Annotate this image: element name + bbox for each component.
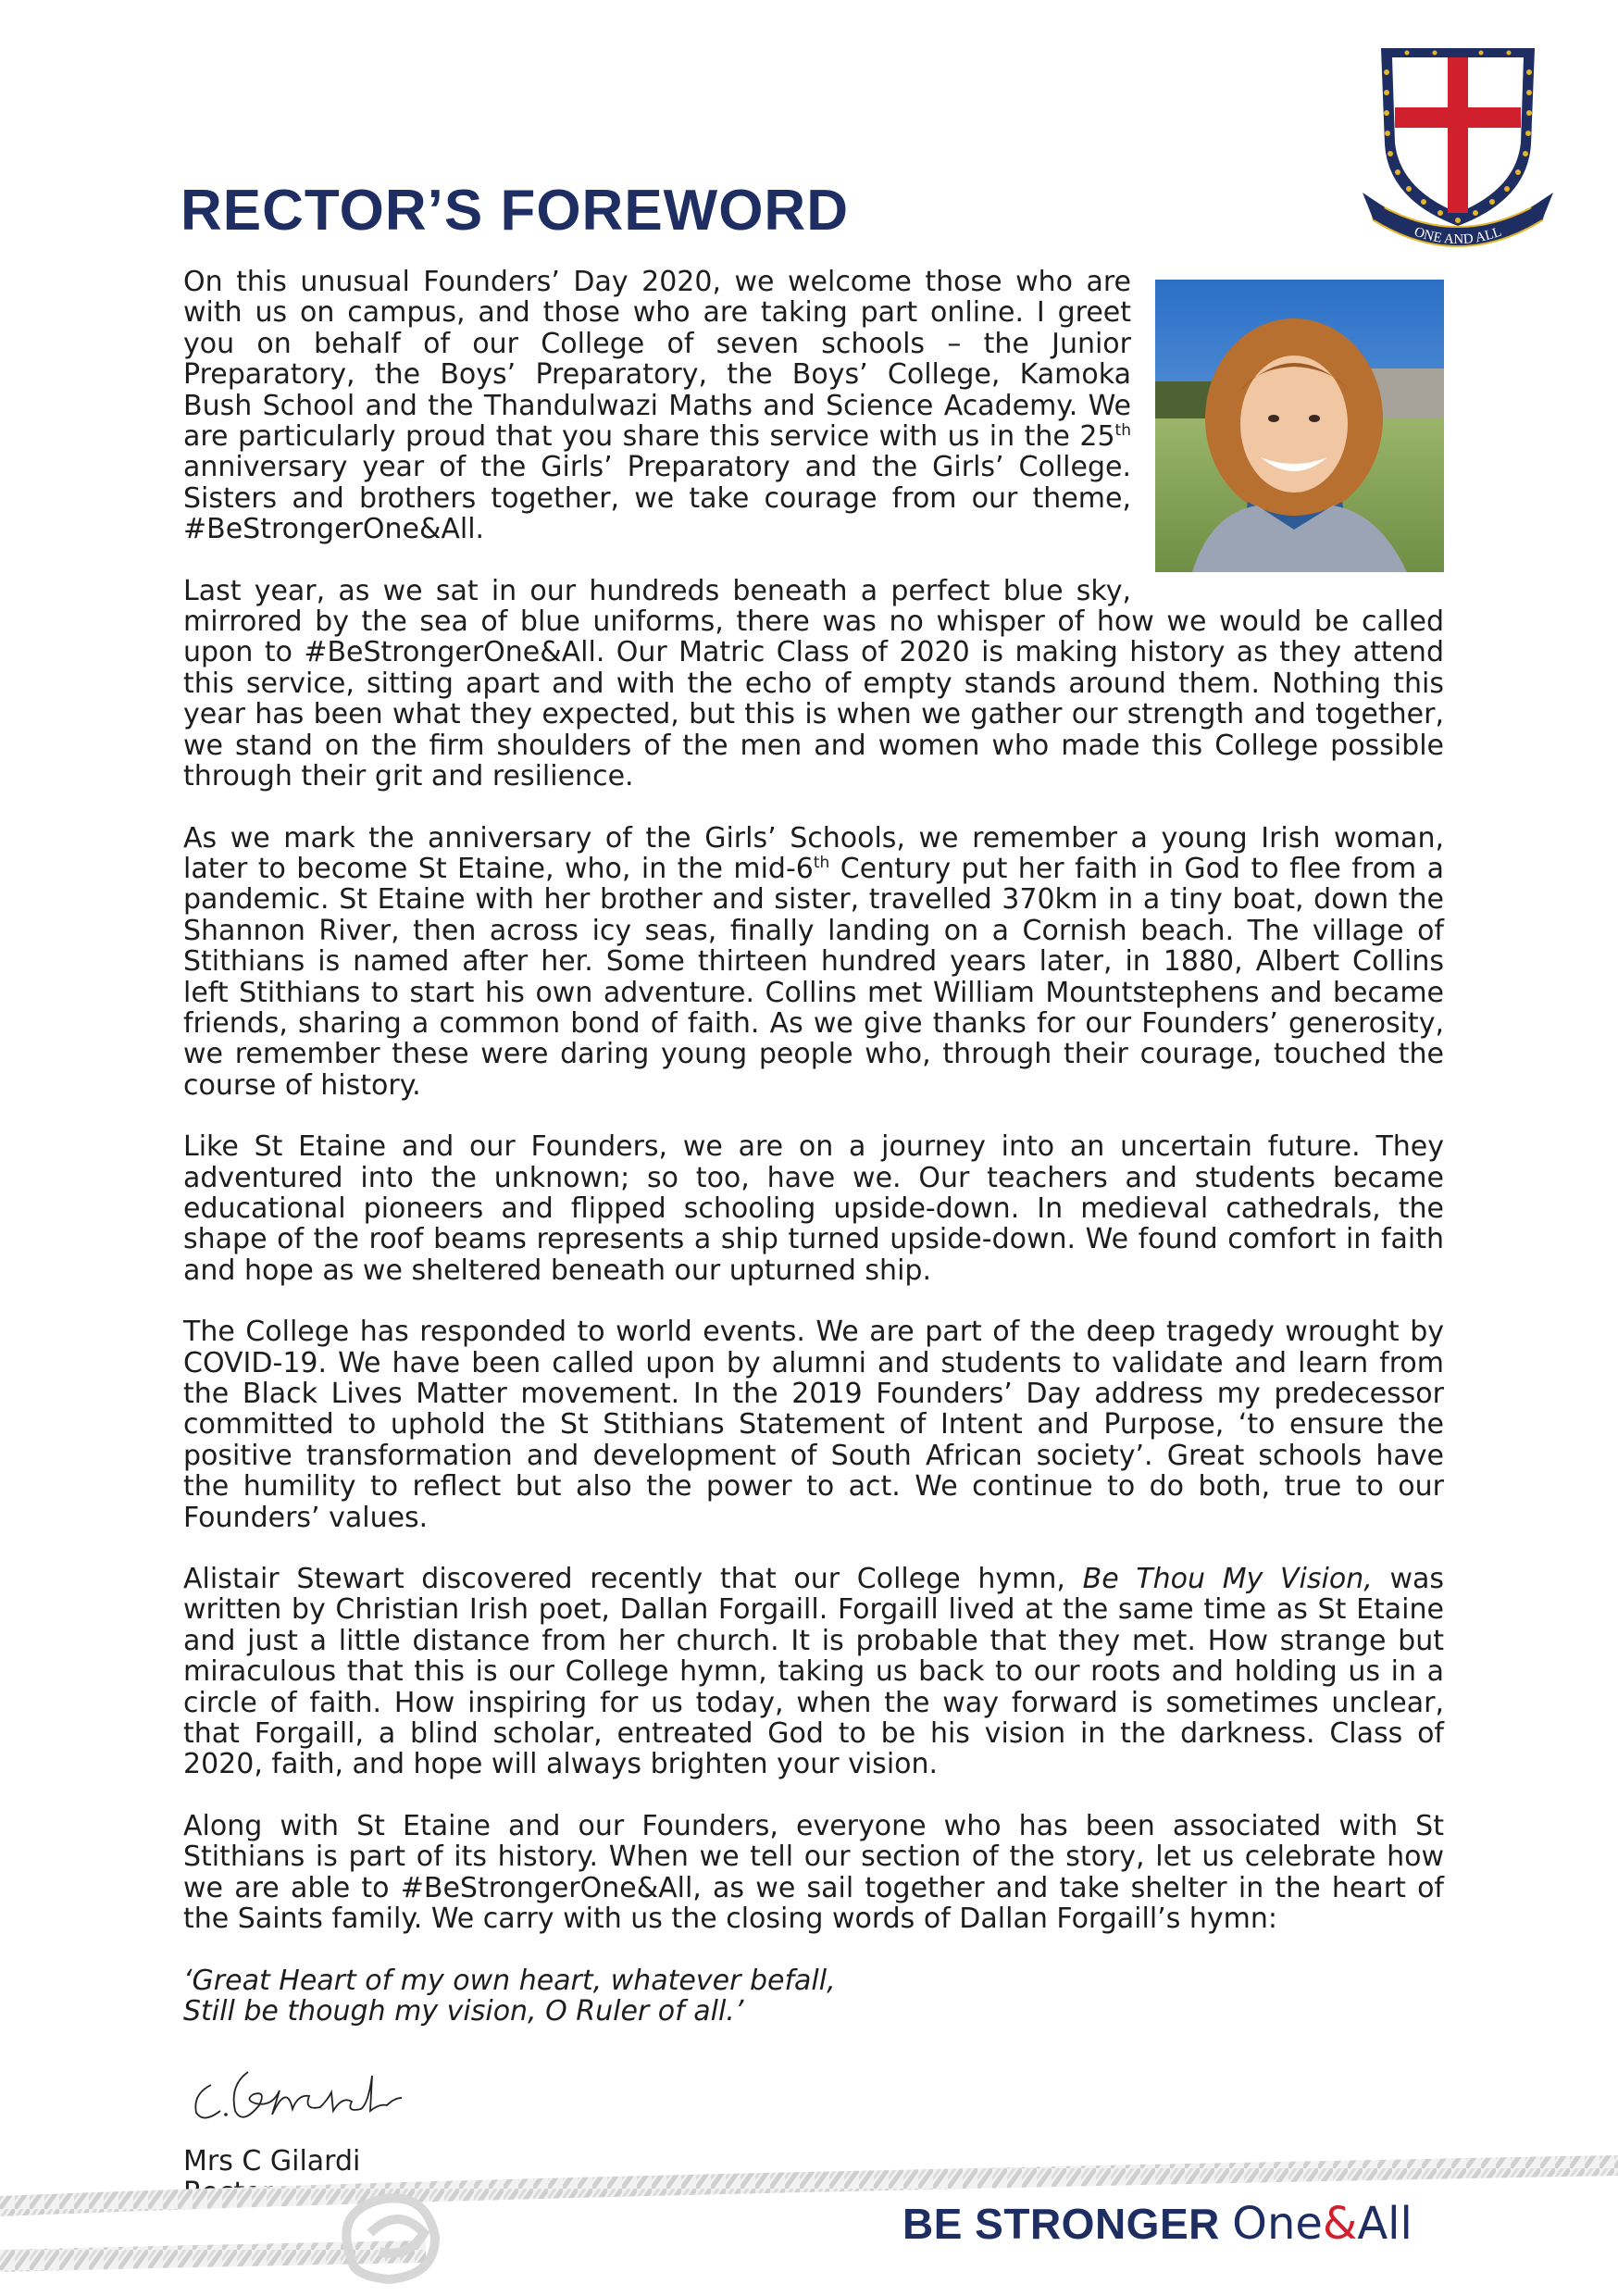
page-title: RECTOR’S FOREWORD [180,179,849,243]
signature [183,2057,424,2131]
paragraph-7: Along with St Etaine and our Founders, everyone who has been associated with St Stithians is part of its history. When we tell our section of the story, let us celebrate how we are able to #BeStrongerOne&All, as we sail together and take shelter in the heart of the Saints family. We carry with us the closing words of Dallan Forgaill’s hymn: [183,1809,1444,1936]
paragraph-6: Alistair Stewart discovered recently that our College hymn, Be Thou My Vision, was written by Christian Irish poet, Dallan Forgaill. Forgaill lived at the same time as St Etaine and just a little distance from her church. It is probable that they met. How strange but miraculous that this is our College hymn, taking us back to our roots and holding us in a circle of faith. How inspiring for us today, when the way forward is sometimes unclear, that Forgaill, a blind scholar, entreated God to be his vision in the darkness. Class of 2020, faith, and hope will always brighten your vision. [183,1563,1444,1781]
tagline: BE STRONGER One&All [902,2198,1413,2250]
signoff-name: Mrs C Gilardi [183,2145,361,2178]
hymn-quote: ‘Great Heart of my own heart, whatever befall, Still be though my vision, O Ruler of all.’ [183,1964,836,2028]
paragraph-5: The College has responded to world events. We are part of the deep tragedy wrought by COVID-19. We have been called upon by alumni and students to validate and learn from the Black Lives Matter movement. In the 2019 Founders’ Day address my predecessor committed to uphold the St Stithians Statement of Intent and Purpose, ‘to ensure the positive transformation and development of South African society’. Great schools have the humility to reflect but also the power to act. We continue to do both, true to our Founders’ values. [183,1316,1444,1534]
crest-motto: ONE AND ALL [1412,224,1504,248]
foreword-body [183,267,1444,2208]
paragraph-2: Last year, as we sat in our hundreds beneath a perfect blue sky, mirrored by the sea of blue uniforms, there was no whisper of how we would be called upon to #BeStrongerOne&All. Our Matric Class of 2020 is making history as they attend this service, sitting apart and with the echo of empty stands around them. Nothing this year has been what they expected, but this is when we gather our strength and together, we stand on the firm shoulders of the men and women who made this College possible through their grit and resilience. [183,574,1444,793]
paragraph-1: On this unusual Founders’ Day 2020, we welcome those who are with us on campus, and those who are taking part online. I greet you on behalf of our College of seven schools – the Junior Preparatory, the Boys’ Preparatory, the Boys’ College, Kamoka Bush School and the Thandulwazi Maths and Science Academy. We are particularly proud that you share this service with us in the 25th anniversary year of the Girls’ Preparatory and the Girls’ College. Sisters and brothers together, we take courage from our theme, #BeStrongerOne&All. [183,266,1131,546]
paragraph-4: Like St Etaine and our Founders, we are on a journey into an uncertain future. They adventured into the unknown; so too, have we. Our teachers and students became educational pioneers and flipped schooling upside-down. In medieval cathedrals, the shape of the roof beams represents a ship turned upside-down. We found comfort in faith and hope as we sheltered beneath our upturned ship. [183,1130,1444,1287]
hymn-title: Be Thou My Vision, [1082,1563,1373,1596]
svg-text:ONE AND ALL [1413,225,1504,247]
svg-text:C. Gilardi: C. Gilardi [183,2057,188,2059]
paragraph-3: As we mark the anniversary of the Girls’ Schools, we remember a young Irish woman, later to become St Etaine, who, in the mid-6th Century put her faith in God to flee from a pandemic. St Etaine with her brother and sister, travelled 370km in a tiny boat, down the Shannon River, then across icy seas, finally landing on a Cornish beach. The village of Stithians is named after her. Some thirteen hundred years later, in 1880, Albert Collins left Stithians to start his own adventure. Collins met William Mountstephens and became friends, sharing a common bond of faith. As we give thanks for our Founders’ generosity, we remember these were daring young people who, through their courage, touched the course of history. [183,821,1444,1102]
rector-portrait-photo [1155,280,1444,572]
crest-motto-ribbon [1361,35,1555,257]
